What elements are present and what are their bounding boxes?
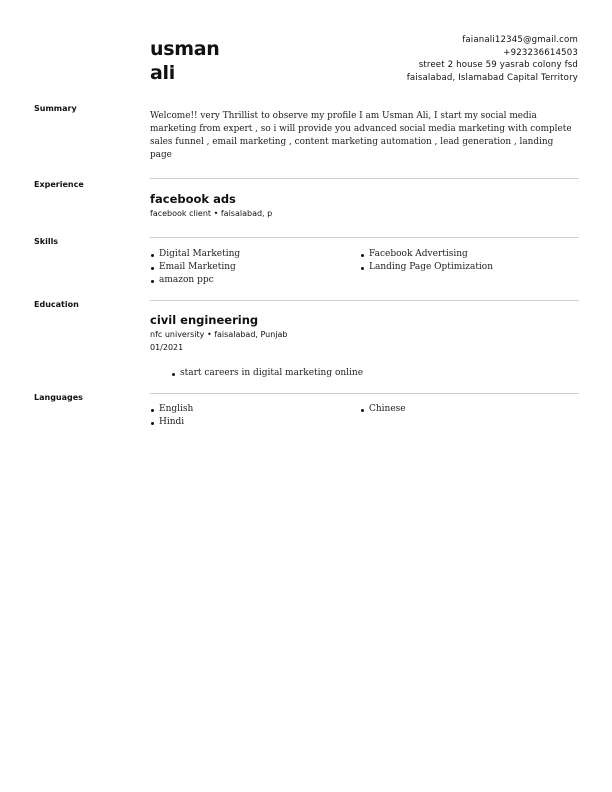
- skill-item: Digital Marketing: [150, 248, 240, 261]
- summary-text: Welcome!! very Thrillist to observe my profile I am Usman Ali, I start my social media marketing from expert , so i will provide you advanced social media marketing with complete sales funnel , email marketing , content marketing automation , lead generation , landing page: [150, 111, 572, 160]
- skill-item: Facebook Advertising: [360, 248, 493, 261]
- skills-heading: Skills: [34, 237, 59, 246]
- languages-list-left: [150, 403, 193, 429]
- contact-block: [407, 34, 578, 84]
- summary-heading: Summary: [34, 104, 77, 113]
- last-name: ali: [150, 62, 175, 84]
- skills-list-right: [360, 248, 493, 274]
- education-title: civil engineering: [150, 313, 259, 327]
- education-bullet: start careers in digital marketing online: [171, 367, 363, 380]
- language-item: English: [150, 403, 193, 416]
- location-text: faisalabad, Islamabad Capital Territory: [406, 72, 578, 83]
- education-date: 01/2021: [150, 343, 184, 352]
- experience-title: facebook ads: [150, 192, 236, 206]
- candidate-name: [150, 37, 219, 85]
- skill-item: amazon ppc: [150, 274, 240, 287]
- education-meta: nfc university • faisalabad, Punjab: [150, 330, 288, 339]
- address-text: street 2 house 59 yasrab colony fsd: [418, 60, 578, 70]
- languages-heading: Languages: [34, 393, 83, 402]
- skills-list-left: [150, 248, 240, 287]
- education-bullets: [171, 367, 363, 380]
- divider: [150, 393, 579, 394]
- skill-item: Landing Page Optimization: [360, 261, 493, 274]
- divider: [150, 178, 579, 179]
- education-heading: Education: [34, 300, 79, 309]
- language-item: Chinese: [360, 403, 406, 416]
- experience-meta: facebook client • faisalabad, p: [150, 209, 273, 218]
- language-item: Hindi: [150, 416, 193, 429]
- experience-heading: Experience: [34, 180, 84, 189]
- first-name: usman: [150, 38, 220, 60]
- phone-text: +923236614503: [503, 47, 578, 58]
- divider: [150, 300, 579, 301]
- divider: [150, 237, 579, 238]
- email-text: faianali12345@gmail.com: [462, 35, 578, 45]
- languages-list-right: [360, 403, 406, 416]
- skill-item: Email Marketing: [150, 261, 240, 274]
